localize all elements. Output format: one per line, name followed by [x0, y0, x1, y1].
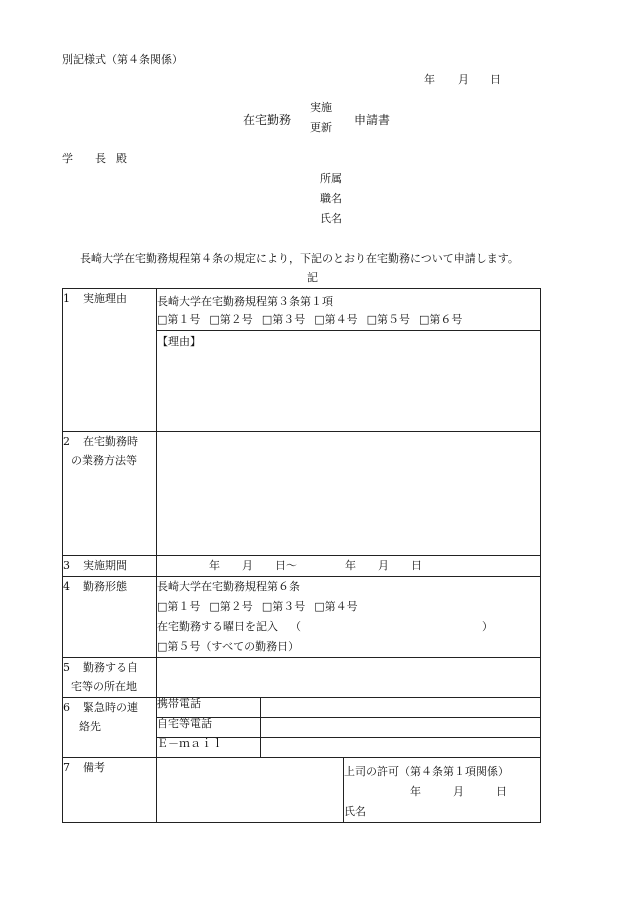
reason-num: 1: [63, 292, 70, 305]
period-label-cell: [63, 556, 157, 577]
method-label-cell: [63, 432, 157, 556]
reason-regulation: 長崎大学在宅勤務規程第３条第１項: [157, 295, 333, 308]
work-form-option-5[interactable]: □第５号（すべての勤務日）: [157, 640, 300, 653]
approval-label: 上司の許可（第４条第１項関係）: [344, 765, 509, 778]
ki-mark: 記: [307, 271, 318, 284]
period-to-month: 月: [378, 559, 389, 572]
reason-option-4[interactable]: □第４号: [314, 313, 358, 326]
method-row: [63, 432, 541, 556]
approval-cell: [344, 758, 541, 823]
reason-option-3[interactable]: □第３号: [261, 313, 306, 326]
location-input-cell[interactable]: [157, 658, 541, 698]
form-reference: 別記様式（第４条関係）: [62, 53, 183, 66]
location-row: [63, 658, 541, 698]
date-month-label: 月: [458, 73, 469, 86]
approval-date[interactable]: [344, 782, 540, 802]
work-form-cell: [157, 577, 541, 658]
method-label-line2: の業務方法等: [71, 454, 137, 467]
location-label-line1: 勤務する自: [83, 661, 138, 674]
emergency-num: 6: [63, 701, 70, 714]
remarks-label: 備考: [83, 761, 105, 774]
emergency-row: [63, 698, 541, 758]
approval-month: 月: [453, 785, 464, 798]
reason-option-6[interactable]: □第６号: [419, 313, 463, 326]
mobile-row: [157, 698, 540, 718]
emergency-contact-cell: [157, 698, 541, 758]
home-phone-input[interactable]: [260, 718, 540, 738]
approval-name-label: 氏名: [344, 805, 366, 818]
remarks-num: 7: [63, 761, 70, 774]
period-num: 3: [63, 559, 70, 572]
period-to-day: 日: [411, 559, 422, 572]
work-form-paren-open: （: [290, 620, 301, 633]
approval-day: 日: [496, 785, 507, 798]
application-form-table: [62, 288, 541, 823]
title-suffix: 申請書: [354, 113, 391, 127]
addressee-gaku: 学: [62, 152, 73, 165]
work-form-weekday-label: 在宅勤務する曜日を記入: [157, 620, 278, 633]
addressee-cho: 長: [95, 152, 106, 165]
reason-regulation-cell: [157, 289, 541, 331]
title-option-renew: 更新: [310, 121, 332, 134]
work-form-row: [63, 577, 541, 658]
work-form-label: 勤務形態: [83, 580, 127, 593]
date-day-label: 日: [490, 73, 501, 86]
period-label: 実施期間: [83, 559, 127, 572]
email-input[interactable]: [260, 738, 540, 758]
reason-row: [63, 289, 541, 331]
addressee-dono: 殿: [116, 152, 127, 165]
work-form-num: 4: [63, 580, 70, 593]
date-year-label: 年: [424, 73, 435, 86]
work-form-option-3[interactable]: □第３号: [261, 600, 306, 613]
reason-option-5[interactable]: □第５号: [366, 313, 411, 326]
location-num: 5: [63, 661, 70, 674]
title-option-implement: 実施: [310, 101, 332, 114]
period-row: [63, 556, 541, 577]
work-form-label-cell: [63, 577, 157, 658]
mobile-input[interactable]: [260, 698, 540, 718]
title-prefix: 在宅勤務: [243, 113, 292, 127]
period-from-year: 年: [209, 559, 220, 572]
work-form-options: [157, 597, 540, 617]
reason-option-1[interactable]: □第１号: [157, 313, 201, 326]
approval-year: 年: [410, 785, 421, 798]
work-form-option-2[interactable]: □第２号: [209, 600, 253, 613]
remarks-row: [63, 758, 541, 823]
method-input-cell[interactable]: [157, 432, 541, 556]
work-form-option-4[interactable]: □第４号: [314, 600, 358, 613]
reason-label: 実施理由: [83, 292, 127, 305]
location-label-cell: [63, 658, 157, 698]
work-form-regulation: 長崎大学在宅勤務規程第６条: [157, 580, 300, 593]
remarks-input-cell[interactable]: [157, 758, 344, 823]
location-label-line2: 宅等の所在地: [71, 680, 137, 693]
method-num: 2: [63, 435, 70, 448]
reason-detail-label: 【理由】: [157, 335, 201, 348]
email-row: [157, 738, 540, 758]
home-phone-label: 自宅等電話: [157, 718, 260, 738]
emergency-label-line2: 絡先: [79, 720, 101, 733]
period-from-month: 月: [242, 559, 253, 572]
addressee: [62, 153, 127, 164]
period-from-day: 日～: [275, 559, 297, 572]
reason-detail-cell[interactable]: [157, 331, 541, 432]
period-to-year: 年: [345, 559, 356, 572]
affiliation-label: 所属: [320, 172, 342, 185]
reason-option-2[interactable]: □第２号: [209, 313, 253, 326]
email-label: Ｅ－ｍａｉｌ: [157, 738, 260, 758]
home-phone-row: [157, 718, 540, 738]
work-form-weekday-line[interactable]: [157, 617, 540, 637]
name-label: 氏名: [320, 212, 342, 225]
mobile-label: 携帯電話: [157, 698, 260, 718]
reason-options: [157, 312, 540, 330]
emergency-contact-table: [157, 698, 540, 757]
remarks-label-cell: [63, 758, 157, 823]
reason-label-cell: [63, 289, 157, 432]
position-label: 職名: [320, 192, 342, 205]
body-text: 長崎大学在宅勤務規程第４条の規定により，下記のとおり在宅勤務について申請します。: [80, 252, 519, 265]
emergency-label-cell: [63, 698, 157, 758]
method-label-line1: 在宅勤務時: [83, 435, 138, 448]
work-form-paren-close: ）: [482, 620, 493, 633]
work-form-option-1[interactable]: □第１号: [157, 600, 201, 613]
emergency-label-line1: 緊急時の連: [83, 701, 138, 714]
period-input-cell[interactable]: [157, 556, 541, 577]
